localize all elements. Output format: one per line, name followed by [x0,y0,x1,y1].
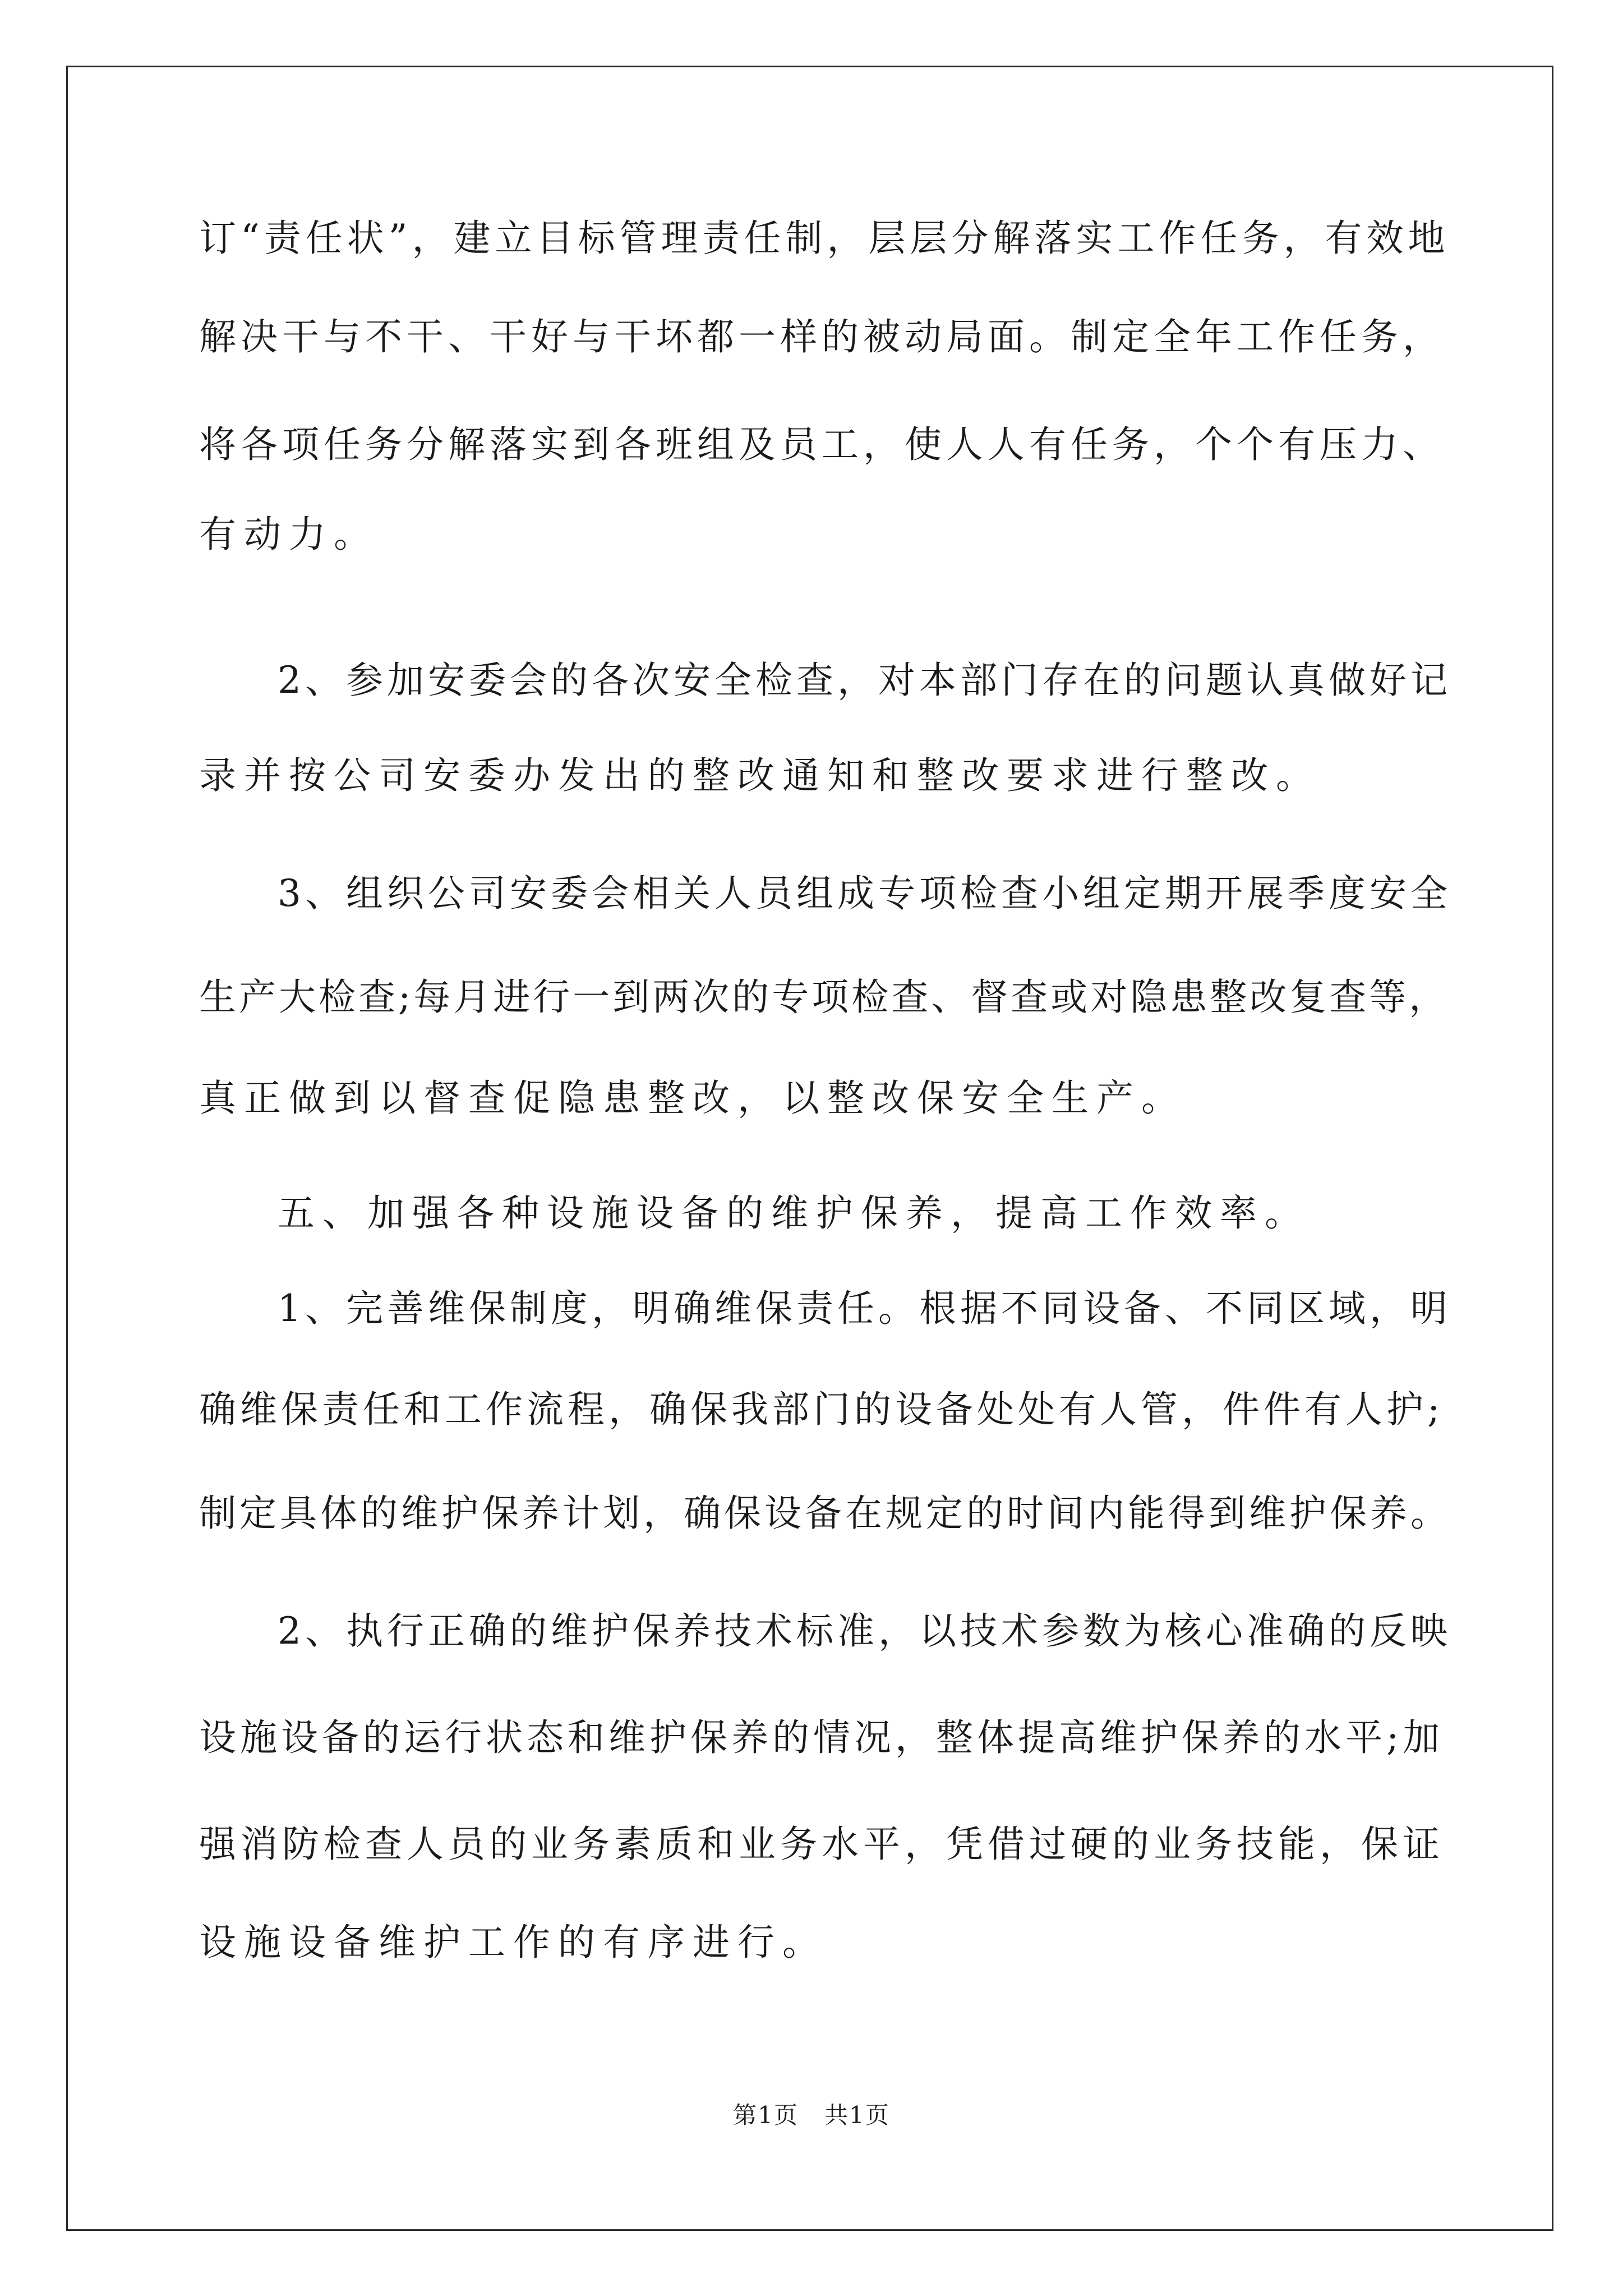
text-line: 生产大检查;每月进行一到两次的专项检查、督查或对隐患整改复查等， [199,976,1449,1019]
text-line: 强消防检查人员的业务素质和业务水平，凭借过硬的业务技能，保证 [199,1823,1444,1866]
text-line: 确维保责任和工作流程，确保我部门的设备处处有人管，件件有人护; [199,1388,1444,1431]
page-footer: 第1页 共1页 [733,2101,890,2129]
text-line: 将各项任务分解落实到各班组及员工，使人人有任务，个个有压力、 [199,423,1444,466]
text-line: 录并按公司安委办发出的整改通知和整改要求进行整改。 [199,754,1321,797]
text-line: 1、完善维保制度，明确维保责任。根据不同设备、不同区域，明 [278,1287,1451,1330]
text-line: 解决干与不干、干好与干坏都一样的被动局面。制定全年工作任务， [199,315,1444,358]
text-line: 2、参加安委会的各次安全检查，对本部门存在的问题认真做好记 [278,659,1451,702]
text-line: 2、执行正确的维护保养技术标准，以技术参数为核心准确的反映 [278,1609,1451,1653]
text-line: 订“责任状”，建立目标管理责任制，层层分解落实工作任务，有效地 [199,217,1450,260]
text-line: 制定具体的维护保养计划，确保设备在规定的时间内能得到维护保养。 [199,1492,1451,1535]
text-line: 设施设备维护工作的有序进行。 [199,1921,827,1964]
section-heading: 五、加强各种设施设备的维护保养，提高工作效率。 [278,1191,1310,1235]
text-line: 3、组织公司安委会相关人员组成专项检查小组定期开展季度安全 [278,872,1451,915]
text-line: 有动力。 [199,513,379,556]
text-line: 真正做到以督查促隐患整改，以整改保安全生产。 [199,1076,1186,1120]
page-frame [66,66,1553,2231]
text-line: 设施设备的运行状态和维护保养的情况，整体提高维护保养的水平;加 [199,1716,1444,1759]
